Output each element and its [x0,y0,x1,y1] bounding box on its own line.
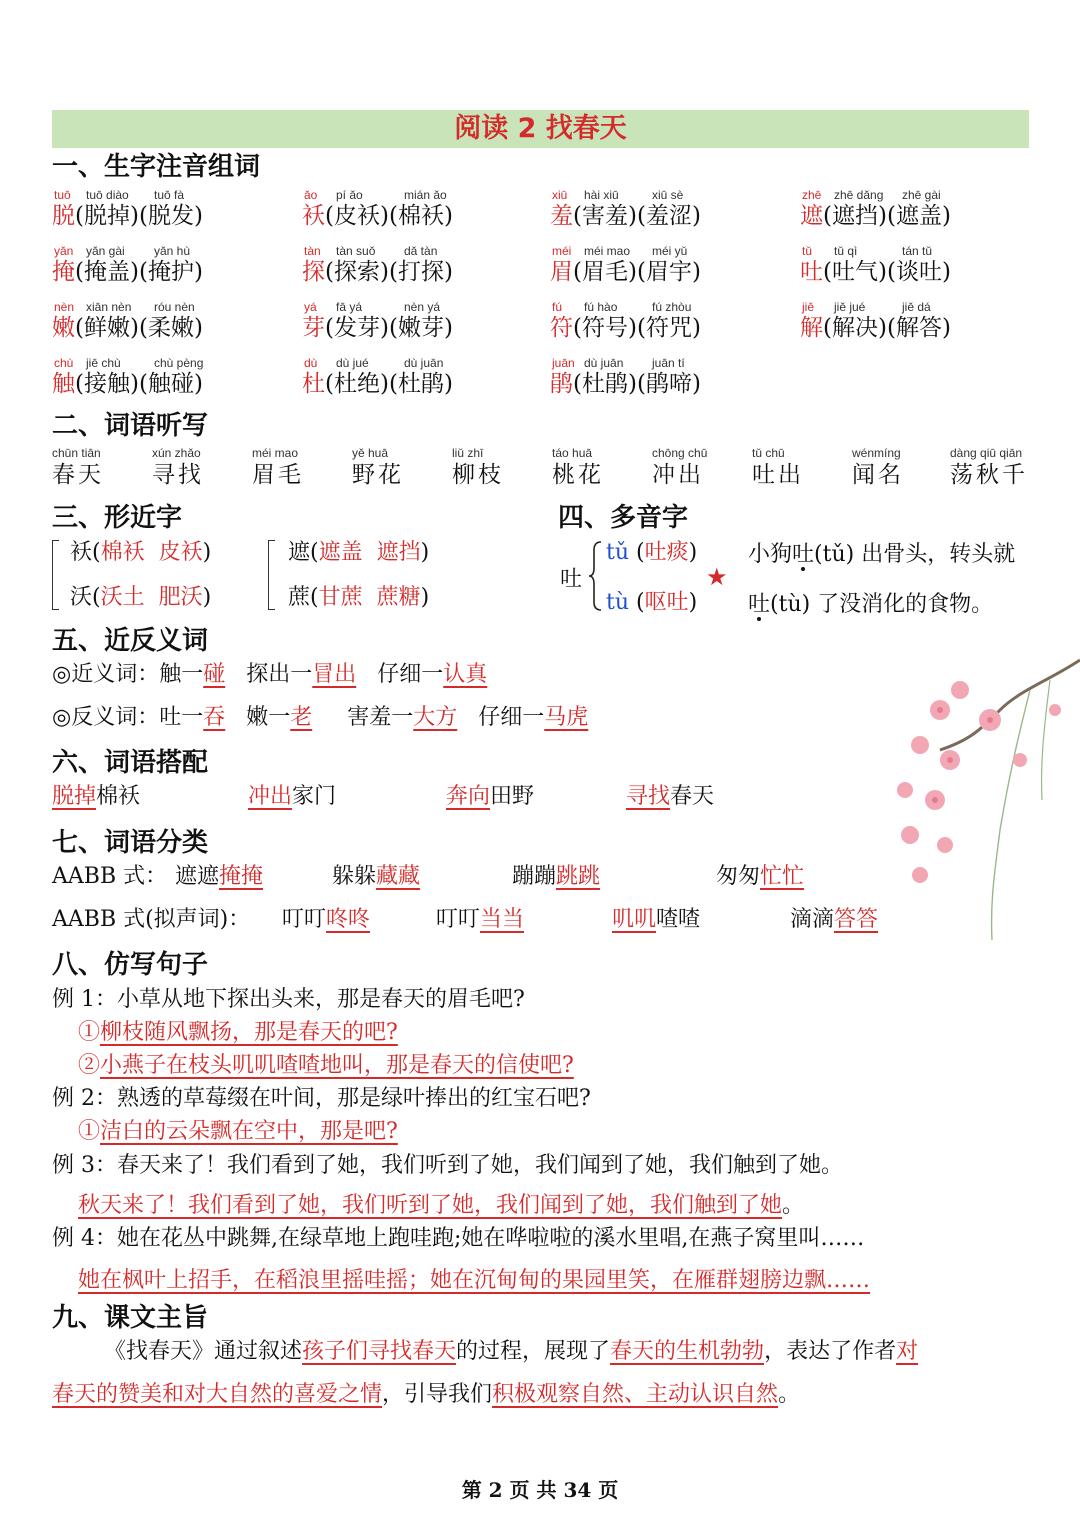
char-pinyin: jiě [802,300,815,314]
char: 袄 [302,203,325,229]
page-footer: 第 2 页 共 34 页 [461,1478,619,1502]
bracket-left-1 [52,540,59,610]
section-heading-6: 六、词语搭配 [52,748,209,778]
dictation-pinyin: chūn tiān [52,446,101,460]
dictation-item [352,446,452,490]
word2: 嫩芽 [397,315,444,341]
dictation-pinyin: wénmíng [852,446,901,460]
word1: 符号 [581,315,628,341]
char: 符 [550,315,573,341]
dictation-word: 野花 [352,462,404,488]
word2: 棉袄 [397,203,444,229]
char-entry: dù dù jué dù juān 杜(杜绝)(杜鹃) [302,356,453,397]
word2-pinyin: dù juān [404,356,444,370]
char: 杜 [302,371,325,397]
section-heading-4: 四、多音字 [558,503,689,533]
section-heading-1: 一、生字注音组词 [52,152,261,182]
char: 鹃 [550,371,573,397]
word2: 解答 [895,315,942,341]
match-item-4: 寻找春天 [626,784,715,809]
dictation-word: 荡秋千 [950,462,1028,488]
char-entry: juān dù juān juān tí 鹃(杜鹃)(鹃啼) [550,356,701,397]
polyphone-reading-1: tǔ (吐痰) [606,540,698,565]
word1-pinyin: tàn suǒ [336,244,376,258]
word1: 皮袄 [333,203,380,229]
polyphone-reading-2: tù (呕吐) [606,590,698,615]
dictation-item [552,446,652,490]
section-heading-7: 七、词语分类 [52,828,209,858]
char-pinyin: zhē [802,188,822,202]
char-entry: ǎo pí ǎo mián ǎo 袄(皮袄)(棉袄) [302,188,453,229]
char: 羞 [550,203,573,229]
word2: 柔嫩 [147,315,194,341]
char-entry: tuō tuō diào tuō fà 脱(脱掉)(脱发) [52,188,203,229]
word1-pinyin: hài xiū [584,188,619,202]
match-item-2: 冲出家门 [248,784,337,809]
dictation-word: 春天 [52,462,104,488]
classify-label-2: AABB 式(拟声词)： [52,907,251,932]
polyphone-sentence-1: 小狗吐(tǔ) 出骨头，转头就 [748,542,1016,567]
dictation-item [452,446,552,490]
dictation-item [152,446,252,490]
classify-item-5: 叮叮咚咚 [282,907,371,932]
example-1-answer-1: ①柳枝随风飘扬，那是春天的吧? [78,1020,398,1045]
word1: 掩盖 [83,259,130,285]
char: 解 [800,315,823,341]
dictation-item [950,446,1050,490]
char-pinyin: yá [304,300,317,314]
similar-group-1a: 袄(棉袄 皮袄) [70,540,212,565]
dictation-word: 柳枝 [452,462,504,488]
dictation-item [652,446,752,490]
polyphone-brace [588,540,602,612]
char-pinyin: ǎo [304,188,318,202]
word1: 杜鹃 [581,371,628,397]
classify-item-4: 匆匆忙忙 [716,864,805,889]
blossom-decoration-icon [880,650,1080,950]
word1-pinyin: pí ǎo [336,188,363,202]
word2-pinyin: zhē gài [902,188,941,202]
char-pinyin: tàn [304,244,321,258]
char-entry: jiě jiě jué jiě dá 解(解决)(解答) [800,300,951,341]
word1-pinyin: tǔ qì [834,244,858,258]
polyphone-sentence-2: 吐(tù) 了没消化的食物。 [748,592,994,617]
dictation-item [752,446,852,490]
dictation-word: 桃花 [552,462,604,488]
dictation-item [252,446,352,490]
word1: 眉毛 [581,259,628,285]
char-pinyin: méi [552,244,572,258]
dictation-word: 寻找 [152,462,204,488]
match-item-1: 脱掉棉袄 [52,784,141,809]
word1-pinyin: fā yá [336,300,363,314]
match-item-3: 奔向田野 [446,784,535,809]
synonym-row: ◎近义词：触一碰 探出一冒出 仔细一认真 [52,662,488,687]
dictation-pinyin: tǔ chū [752,446,785,460]
word2-pinyin: xiū sè [652,188,684,202]
antonym-row: ◎反义词：吐一吞 嫩一老 害羞一大方 仔细一马虎 [52,705,589,730]
char-entry: yá fā yá nèn yá 芽(发芽)(嫩芽) [302,300,453,341]
word1: 吐气 [831,259,878,285]
example-2-answer-1: ①洁白的云朵飘在空中，那是吧? [78,1119,398,1144]
example-3: 例 3：春天来了！我们看到了她，我们听到了她，我们闻到了她，我们触到了她。 [52,1153,843,1178]
dictation-pinyin: dàng qiū qiān [950,446,1023,460]
similar-group-2b: 蔗(甘蔗 蔗糖) [288,585,430,610]
bracket-left-2 [268,540,275,610]
word1: 接触 [83,371,130,397]
char-pinyin: tuō [54,188,71,202]
word2: 遮盖 [895,203,942,229]
char-entry: méi méi mao méi yǔ 眉(眉毛)(眉宇) [550,244,701,285]
dictation-pinyin: xún zhǎo [152,446,201,460]
section-heading-3: 三、形近字 [52,503,183,533]
example-1: 例 1：小草从地下探出头来，那是春天的眉毛吧? [52,987,525,1012]
classify-item-8: 滴滴答答 [790,907,879,932]
word1: 鲜嫩 [83,315,130,341]
dictation-pinyin: liǔ zhī [452,446,484,460]
char-entry: nèn xiān nèn róu nèn 嫩(鲜嫩)(柔嫩) [52,300,203,341]
word2: 符咒 [645,315,692,341]
word2-pinyin: yǎn hù [154,244,191,258]
star-icon: ★ [706,563,728,591]
word2-pinyin: nèn yá [404,300,441,314]
word2-pinyin: dǎ tàn [404,244,438,258]
word1-pinyin: dù jué [336,356,369,370]
char-pinyin: yǎn [54,244,74,258]
word2: 打探 [397,259,444,285]
word1: 遮挡 [831,203,878,229]
word2-pinyin: tán tǔ [902,244,933,258]
dictation-pinyin: chōng chū [652,446,708,460]
word1-pinyin: xiān nèn [86,300,132,314]
word2-pinyin: méi yǔ [652,244,688,258]
word2: 脱发 [147,203,194,229]
section-heading-2: 二、词语听写 [52,411,209,441]
char-pinyin: juān [552,356,575,370]
classify-item-7: 叽叽喳喳 [612,907,701,932]
char: 遮 [800,203,823,229]
char-entry: chù jiē chù chù pèng 触(接触)(触碰) [52,356,204,397]
char: 探 [302,259,325,285]
char-entry: tàn tàn suǒ dǎ tàn 探(探索)(打探) [302,244,453,285]
section-heading-5: 五、近反义词 [52,626,209,656]
dictation-pinyin: táo huā [552,446,593,460]
dictation-pinyin: méi mao [252,446,299,460]
word2: 触碰 [147,371,194,397]
word1-pinyin: dù juān [584,356,624,370]
word2: 羞涩 [645,203,692,229]
dictation-pinyin: yě huā [352,446,389,460]
word1: 探索 [333,259,380,285]
classify-item-2: 躲躲藏藏 [332,864,421,889]
word2-pinyin: juān tí [652,356,685,370]
word1-pinyin: zhē dǎng [834,188,884,202]
char: 触 [52,371,75,397]
word1-pinyin: fú hào [584,300,618,314]
char: 眉 [550,259,573,285]
word1-pinyin: jiě jué [834,300,866,314]
word1-pinyin: tuō diào [86,188,129,202]
char: 脱 [52,203,75,229]
word2-pinyin: fú zhòu [652,300,692,314]
word1: 脱掉 [83,203,130,229]
word2-pinyin: mián ǎo [404,188,447,202]
page-title: 阅读 2 找春天 [52,110,1029,148]
classify-item-6: 叮叮当当 [436,907,525,932]
word1: 害羞 [581,203,628,229]
theme-line-2: 春天的赞美和对大自然的喜爱之情，引导我们积极观察自然、主动认识自然。 [52,1382,801,1407]
word2: 鹃啼 [645,371,692,397]
word2-pinyin: chù pèng [154,356,204,370]
polyphone-char: 吐 [560,567,583,592]
word1: 发芽 [333,315,380,341]
char-pinyin: fú [552,300,563,314]
char-entry: yǎn yǎn gài yǎn hù 掩(掩盖)(掩护) [52,244,203,285]
char-entry: tǔ tǔ qì tán tǔ 吐(吐气)(谈吐) [800,244,951,285]
dictation-word: 闻名 [852,462,904,488]
word2: 掩护 [147,259,194,285]
classify-label-1: AABB 式： [52,864,168,889]
char-pinyin: tǔ [802,244,813,258]
example-1-answer-2: ②小燕子在枝头叽叽喳喳地叫，那是春天的信使吧? [78,1053,574,1078]
classify-item-3: 蹦蹦跳跳 [512,864,601,889]
theme-line-1: 《找春天》通过叙述孩子们寻找春天的过程，展现了春天的生机勃勃，表达了作者对 [104,1339,919,1364]
char-pinyin: nèn [54,300,75,314]
dictation-word: 吐出 [752,462,804,488]
similar-group-1b: 沃(沃土 肥沃) [70,585,212,610]
char: 吐 [800,259,823,285]
char: 掩 [52,259,75,285]
char-entry: xiū hài xiū xiū sè 羞(害羞)(羞涩) [550,188,701,229]
word1: 解决 [831,315,878,341]
char-entry: fú fú hào fú zhòu 符(符号)(符咒) [550,300,701,341]
word1: 杜绝 [333,371,380,397]
example-4: 例 4：她在花丛中跳舞,在绿草地上跑哇跑;她在哗啦啦的溪水里唱,在燕子窝里叫…… [52,1226,865,1251]
char: 嫩 [52,315,75,341]
char-pinyin: xiū [552,188,568,202]
dictation-item [852,446,952,490]
example-2: 例 2：熟透的草莓缀在叶间，那是绿叶捧出的红宝石吧? [52,1086,591,1111]
word2-pinyin: tuō fà [154,188,185,202]
word2: 眉宇 [645,259,692,285]
char-pinyin: dù [304,356,318,370]
word1-pinyin: yǎn gài [86,244,125,258]
section-heading-8: 八、仿写句子 [52,950,209,980]
classify-item-1: 遮遮掩掩 [175,864,264,889]
char: 芽 [302,315,325,341]
example-4-answer: 她在枫叶上招手，在稻浪里摇哇摇；她在沉甸甸的果园里笑，在雁群翅膀边飘…… [78,1268,871,1293]
section-heading-9: 九、课文主旨 [52,1303,209,1333]
dictation-item [52,446,152,490]
word1-pinyin: méi mao [584,244,631,258]
char-entry: zhē zhē dǎng zhē gài 遮(遮挡)(遮盖) [800,188,951,229]
word2: 杜鹃 [397,371,444,397]
word1-pinyin: jiē chù [86,356,121,370]
word2-pinyin: jiě dá [902,300,931,314]
word2-pinyin: róu nèn [154,300,195,314]
example-3-answer: 秋天来了！我们看到了她，我们听到了她，我们闻到了她，我们触到了她。 [78,1193,805,1218]
similar-group-2a: 遮(遮盖 遮挡) [288,540,430,565]
dictation-word: 冲出 [652,462,704,488]
word2: 谈吐 [895,259,942,285]
dictation-word: 眉毛 [252,462,304,488]
char-pinyin: chù [54,356,74,370]
